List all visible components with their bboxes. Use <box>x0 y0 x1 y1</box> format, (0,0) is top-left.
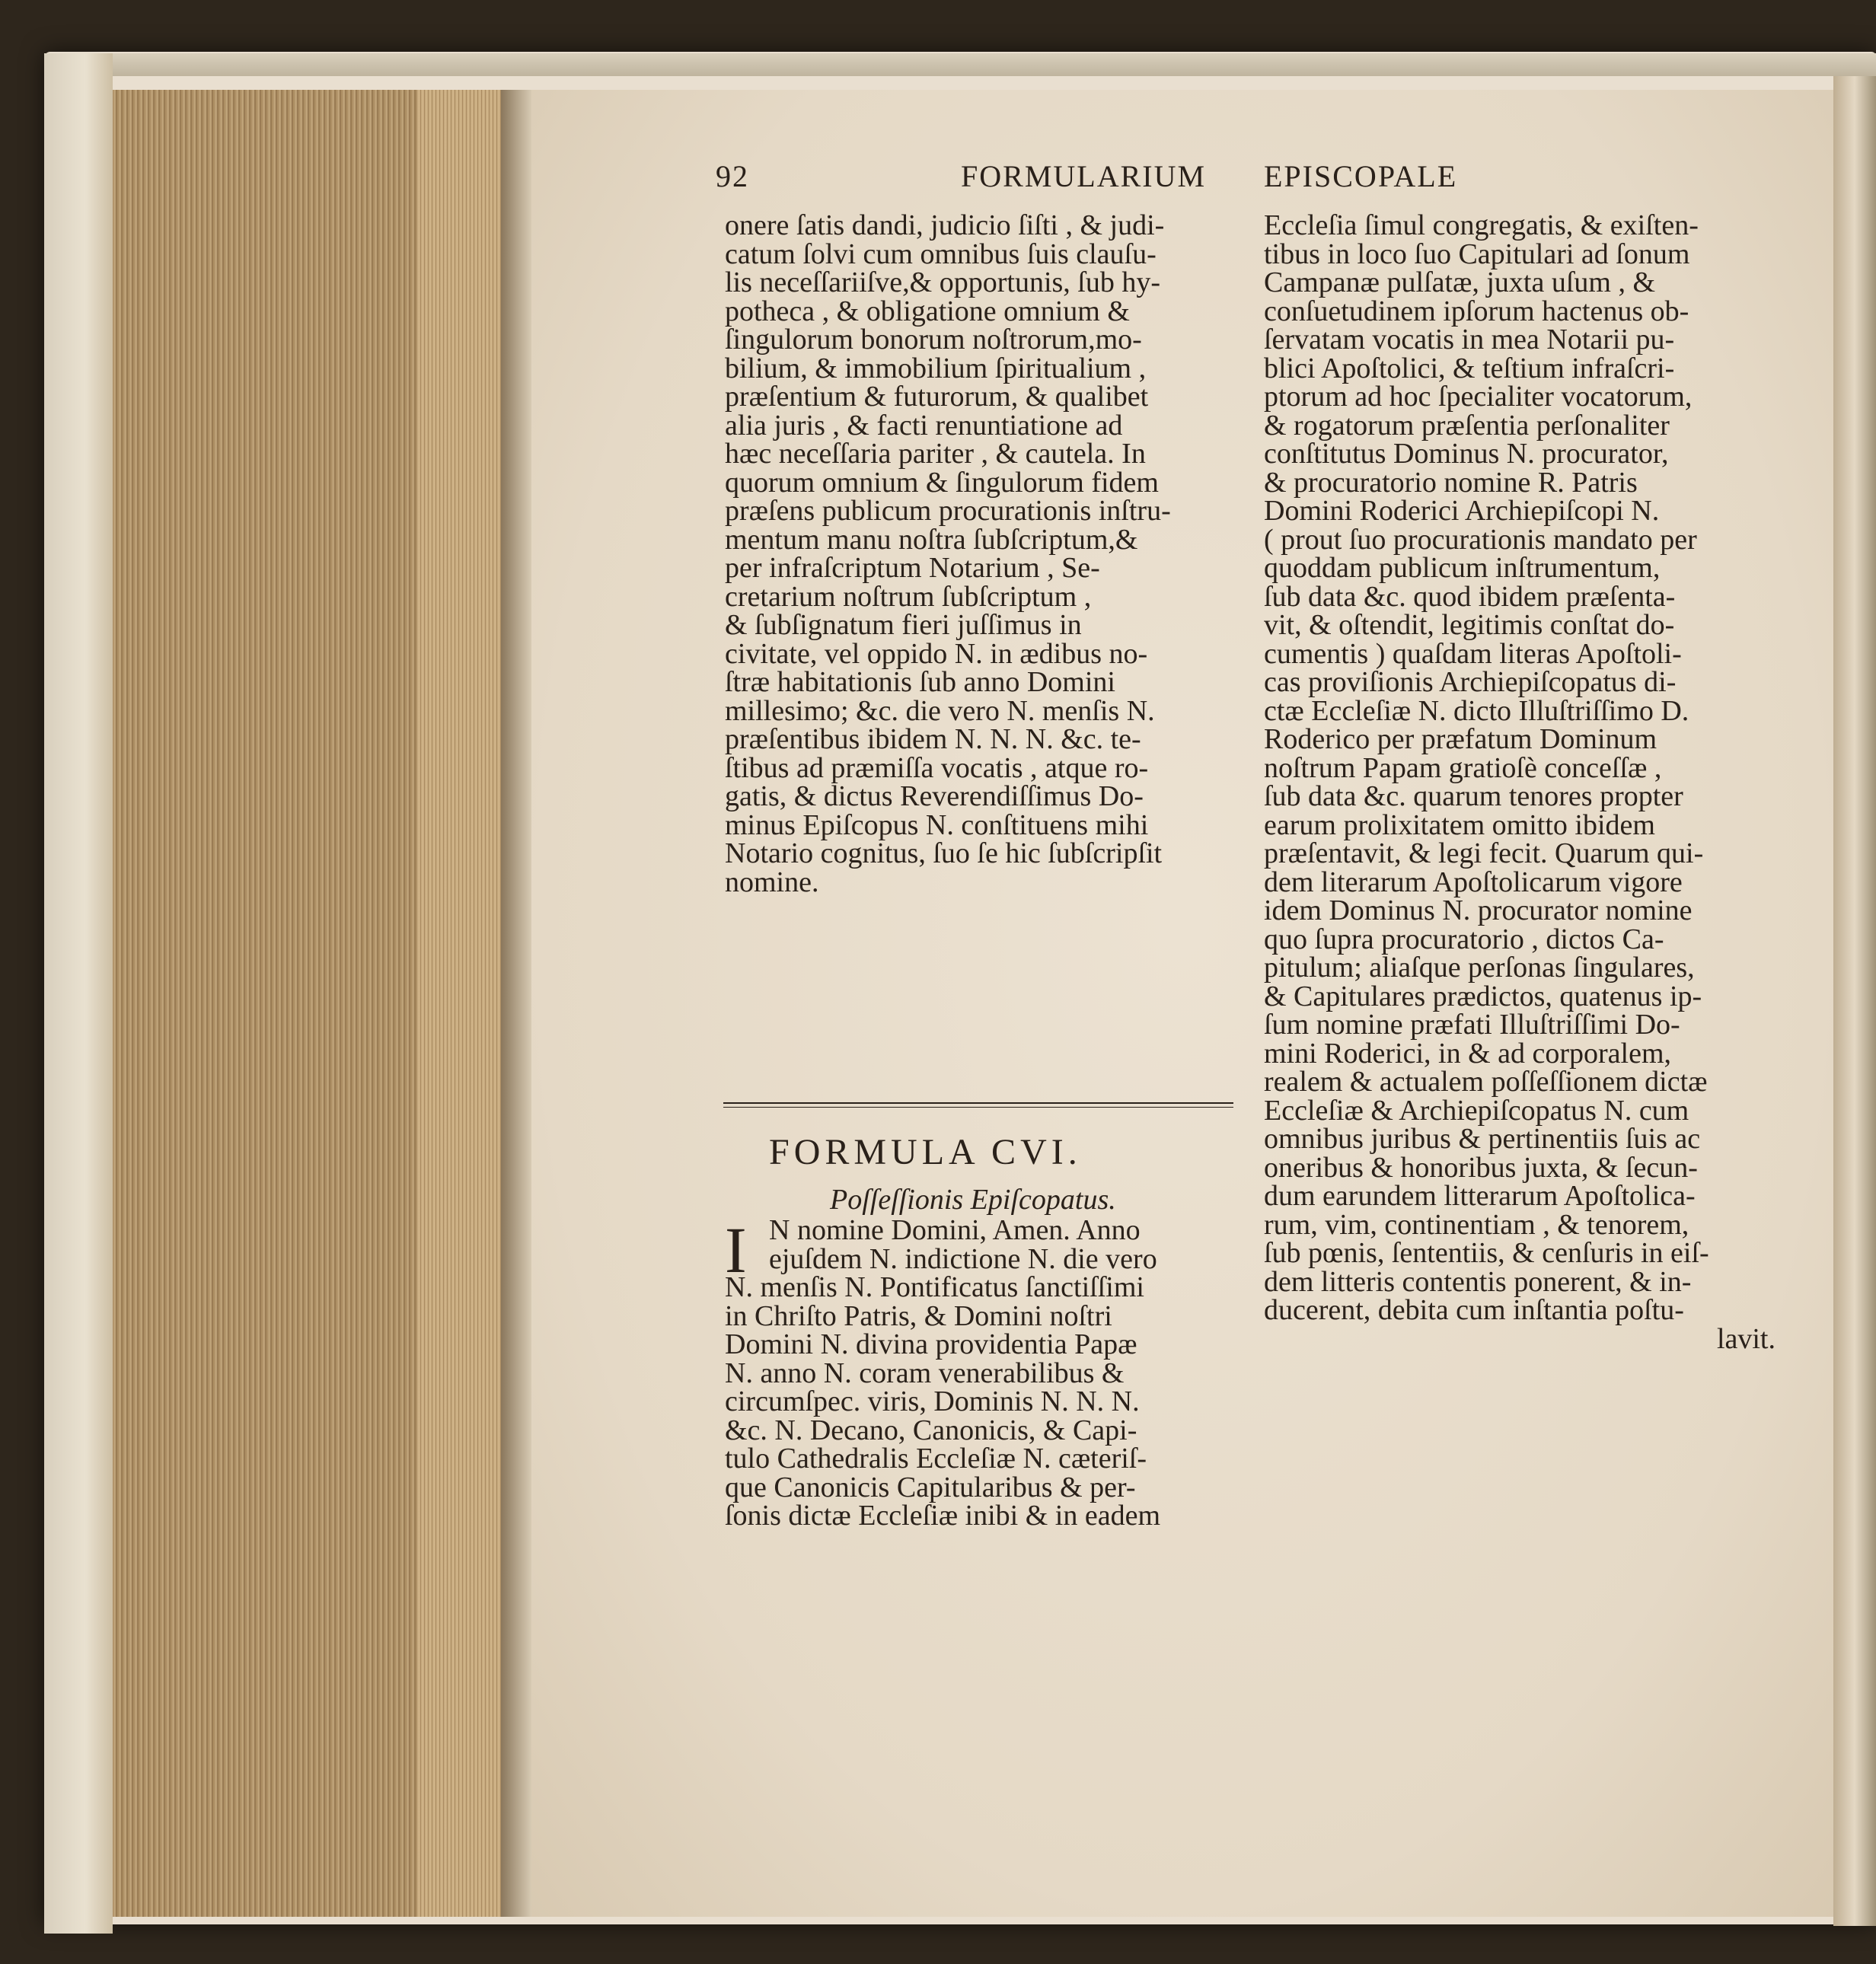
text-line: Domini Roderici Archiepiſcopi N. <box>1264 495 1660 527</box>
text-line: quoddam publicum inſtrumentum, <box>1264 552 1661 584</box>
text-line: præſentibus ibidem N. N. N. &c. te- <box>725 723 1141 755</box>
text-line: mentum manu noſtra ſubſcriptum,& <box>725 523 1138 556</box>
text-line: ſub data &c. quarum tenores propter <box>1264 780 1683 812</box>
page-number: 92 <box>716 159 749 193</box>
text-line: ctæ Eccleſiæ N. dicto Illuſtriſſimo D. <box>1264 694 1689 727</box>
text-line: hæc neceſſaria pariter , & cautela. In <box>725 438 1146 470</box>
text-line: cas proviſionis Archiepiſcopatus di- <box>1264 666 1677 698</box>
drop-cap: I <box>725 1213 747 1286</box>
running-title-right: EPISCOPALE <box>1264 159 1458 193</box>
text-line: tibus in loco ſuo Capitulari ad ſonum <box>1264 238 1690 270</box>
text-line: vit, & oſtendit, legitimis conſtat do- <box>1264 609 1675 641</box>
text-line: ptorum ad hoc ſpecialiter vocatorum, <box>1264 381 1693 413</box>
text-line: idem Dominus N. procurator nomine <box>1264 894 1693 926</box>
text-line-end: lavit. <box>1716 1322 1776 1355</box>
text-line: potheca , & obligatione omnium & <box>725 295 1130 327</box>
text-line: ducerent, debita cum inſtantia poſtu- <box>1264 1294 1684 1326</box>
text-line: minus Epiſcopus N. conſtituens mihi <box>725 808 1149 841</box>
text-line: ſonis dictæ Eccleſiæ inibi & in eadem <box>725 1500 1161 1532</box>
text-line: quo ſupra procuratorio , dictos Ca- <box>1264 923 1664 955</box>
text-line: realem & actualem poſſeſſionem dictæ <box>1264 1066 1708 1098</box>
text-line: conſuetudinem ipſorum hactenus ob- <box>1264 295 1689 327</box>
text-line: ( prout ſuo procurationis mandato per <box>1264 523 1697 556</box>
book-cover-top <box>44 53 1876 76</box>
text-line: Eccleſiæ & Archiepiſcopatus N. cum <box>1264 1094 1689 1127</box>
text-line: Roderico per præfatum Dominum <box>1264 723 1657 755</box>
text-line: millesimo; &c. die vero N. menſis N. <box>725 694 1155 727</box>
text-line: ſtibus ad præmiſſa vocatis , atque ro- <box>725 751 1149 784</box>
text-line: tulo Cathedralis Eccleſiæ N. cæteriſ- <box>725 1443 1147 1475</box>
text-line: dem literarum Apoſtolicarum vigore <box>1264 866 1683 898</box>
text-line: rum, vim, continentiam , & tenorem, <box>1264 1208 1689 1241</box>
text-line: præſentavit, & legi fecit. Quarum qui- <box>1264 837 1704 869</box>
book-cover-left <box>44 53 113 1934</box>
text-line: per infraſcriptum Notarium , Se- <box>725 552 1100 584</box>
text-line: noſtrum Papam gratioſè conceſſæ , <box>1264 751 1662 784</box>
text-line: mini Roderici, in & ad corporalem, <box>1264 1037 1672 1070</box>
text-line: ſervatam vocatis in mea Notarii pu- <box>1264 324 1675 355</box>
text-line: Notario cognitus, ſuo ſe hic ſubſcripſit <box>725 837 1163 869</box>
text-line: & rogatorum præſentia perſonaliter <box>1264 409 1670 442</box>
text-line: præſentium & futurorum, & qualibet <box>725 381 1149 413</box>
text-line: oneribus & honoribus juxta, & ſecun- <box>1264 1151 1698 1184</box>
text-line: ſtræ habitationis ſub anno Domini <box>725 666 1115 698</box>
text-line: conſtitutus Dominus N. procurator, <box>1264 438 1669 470</box>
text-line: ſingulorum bonorum noſtrorum,mo- <box>725 324 1142 355</box>
text-line: gatis, & dictus Reverendiſſimus Do- <box>725 780 1144 812</box>
text-line: ſub data &c. quod ibidem præſenta- <box>1264 580 1676 613</box>
text-line: præſens publicum procurationis inſtru- <box>725 495 1171 527</box>
text-line: cretarium noſtrum ſubſcriptum , <box>725 580 1092 613</box>
text-line: earum prolixitatem omitto ibidem <box>1264 808 1655 841</box>
text-line: ſum nomine præfati Illuſtriſſimi Do- <box>1264 1009 1680 1041</box>
formula-subtitle: Poſſeſſionis Epiſcopatus. <box>830 1184 1116 1216</box>
text-line: dum earundem litterarum Apoſtolica- <box>1264 1180 1696 1212</box>
left-column-bottom <box>725 1213 1243 1532</box>
text-line: civitate, vel oppido N. in ædibus no- <box>725 637 1148 670</box>
text-line: dem litteris contentis ponerent, & in- <box>1264 1265 1692 1298</box>
book-cover-right <box>1833 76 1876 1926</box>
text-line: N. menſis N. Pontificatus ſanctiſſimi <box>725 1271 1144 1303</box>
right-column <box>1264 209 1791 1355</box>
text-line: blici Apoſtolici, & teſtium infraſcri- <box>1264 352 1675 384</box>
text-line: quorum omnium & ſingulorum fidem <box>725 466 1159 499</box>
text-line: circumſpec. viris, Dominis N. N. N. <box>725 1385 1140 1417</box>
text-line: onere ſatis dandi, judicio ſiſti , & judi- <box>725 209 1165 241</box>
text-line: cumentis ) quaſdam literas Apoſtoli- <box>1264 637 1682 670</box>
text-line: N. anno N. coram venerabilibus & <box>725 1357 1125 1389</box>
text-line: ſub pœnis, ſententiis, & cenſuris in eiſ- <box>1264 1237 1709 1269</box>
text-line: nomine. <box>725 866 819 898</box>
text-line: &c. N. Decano, Canonicis, & Capi- <box>725 1414 1137 1446</box>
text-line: alia juris , & facti renuntiatione ad <box>725 409 1123 442</box>
text-line: omnibus juribus & pertinentiis ſuis ac <box>1264 1123 1701 1155</box>
text-line: in Chriſto Patris, & Domini noſtri <box>725 1299 1112 1332</box>
text-line: Domini N. divina providentia Papæ <box>725 1328 1137 1360</box>
text-line: & ſubſignatum fieri juſſimus in <box>725 609 1082 641</box>
text-line: lis neceſſariiſve,& opportunis, ſub hy- <box>725 266 1161 298</box>
formula-title: FORMULA CVI. <box>769 1132 1082 1172</box>
text-line: & procuratorio nomine R. Patris <box>1264 466 1638 499</box>
page-edges-inner <box>417 90 501 1917</box>
text-line: bilium, & immobilium ſpiritualium , <box>725 352 1147 384</box>
section-rule <box>723 1102 1233 1108</box>
left-column-top <box>725 209 1243 898</box>
text-line: & Capitulares prædictos, quatenus ip- <box>1264 980 1702 1012</box>
text-line: ejuſdem N. indictione N. die vero <box>769 1242 1157 1275</box>
text-line: N nomine Domini, Amen. Anno <box>769 1214 1141 1246</box>
text-line: Eccleſia ſimul congregatis, & exiſten- <box>1264 209 1699 241</box>
running-title-left: FORMULARIUM <box>961 159 1207 193</box>
text-line: Campanæ pulſatæ, juxta uſum , & <box>1264 266 1656 298</box>
text-line: catum ſolvi cum omnibus ſuis clauſu- <box>725 238 1157 270</box>
text-line: pitulum; aliaſque perſonas ſingulares, <box>1264 952 1695 984</box>
gutter <box>501 90 531 1917</box>
text-line: que Canonicis Capitularibus & per- <box>725 1471 1136 1503</box>
